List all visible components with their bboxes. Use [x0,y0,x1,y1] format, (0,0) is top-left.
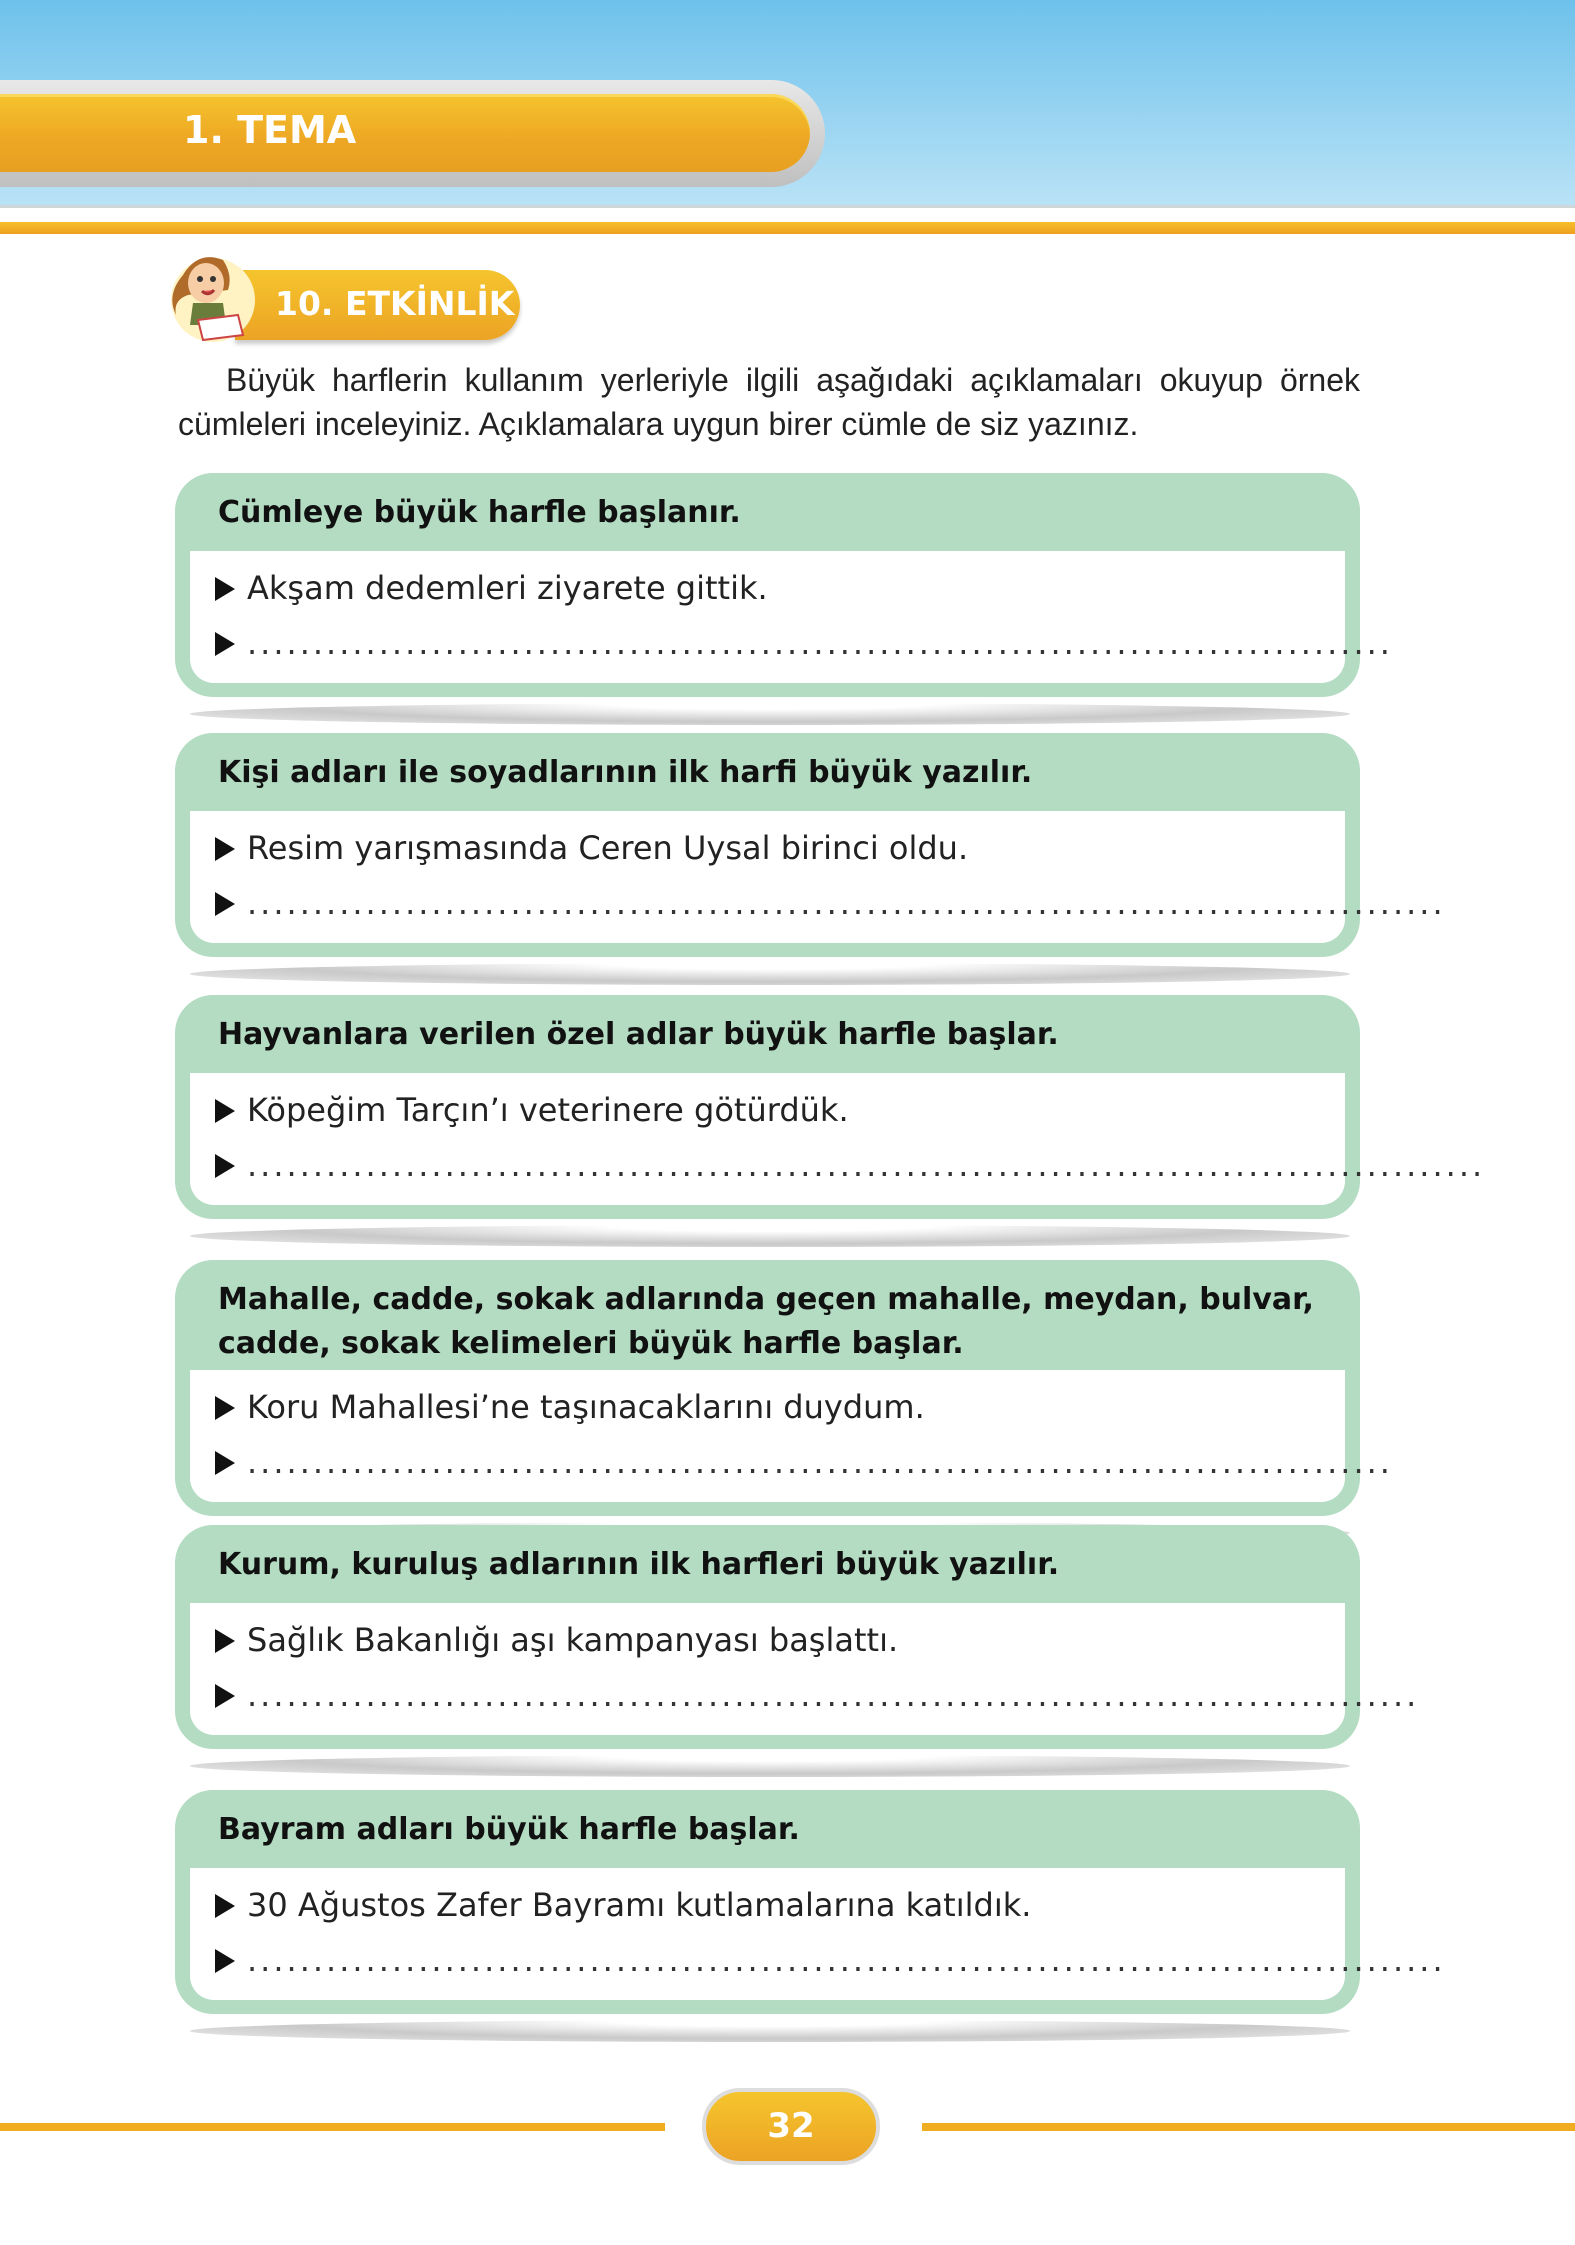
example-area [190,1868,1446,2000]
footer-line-left [0,2123,665,2131]
example-area [190,1603,1420,1735]
arrow-bullet-icon [215,1154,235,1178]
rule-text: Cümleye büyük harfle başlanır. [218,495,741,530]
card-shadow [190,963,1350,985]
answer-blank[interactable]: .............................................................................................. [247,1146,1486,1184]
example-sentence: Sağlık Bakanlığı aşı kampanyası başlattı. [247,1621,899,1659]
arrow-bullet-icon [215,892,235,916]
example-sentence: Resim yarışmasında Ceren Uysal birinci oldu. [247,829,969,867]
example-area [190,1370,1393,1502]
example-line [215,561,1320,616]
arrow-bullet-icon [215,1684,235,1708]
answer-blank[interactable]: ........................................................................................... [247,1941,1446,1979]
header-divider [0,222,1575,234]
rule-text: Kişi adları ile soyadlarının ilk harfi büyük yazılır. [218,755,1033,790]
example-line [215,1380,1320,1435]
arrow-bullet-icon [215,1396,235,1420]
rule-text: Bayram adları büyük harfle başlar. [218,1812,800,1847]
arrow-bullet-icon [215,577,235,601]
answer-blank[interactable]: ....................................................................................... [247,1443,1393,1481]
rule-text: Kurum, kuruluş adlarının ilk harfleri büyük yazılır. [218,1547,1060,1582]
rule-text: Hayvanlara verilen özel adlar büyük harfle başlar. [218,1017,1059,1052]
instructions: Büyük harflerin kullanım yerleriyle ilgili aşağıdaki açıklamaları okuyup örnek cümleleri inceleyiniz. Açıklamalara uygun birer cümle de siz yazınız. [178,362,1360,442]
example-line [215,1878,1320,1933]
footer-line-right [922,2123,1575,2131]
answer-line[interactable] [215,876,1446,931]
activity-title: 10. ETKİNLİK [275,284,515,323]
theme-pill [0,94,810,172]
example-line [215,821,1320,876]
rule-card [175,1790,1446,2014]
example-sentence: Akşam dedemleri ziyarete gittik. [247,569,768,607]
card-shadow [190,1225,1350,1247]
arrow-bullet-icon [215,1949,235,1973]
example-sentence: Köpeğim Tarçın’ı veterinere götürdük. [247,1091,849,1129]
card-shadow [190,2020,1350,2042]
answer-blank[interactable]: ......................................................................................... [247,1676,1420,1714]
rule-card [175,473,1393,697]
example-area [190,551,1393,683]
theme-title: 1. TEMA [183,108,357,152]
answer-line[interactable] [215,1435,1393,1490]
rule-card [175,995,1486,1219]
example-area [190,1073,1486,1205]
answer-blank[interactable]: ........................................................................................... [247,884,1446,922]
example-sentence: 30 Ağustos Zafer Bayramı kutlamalarına katıldık. [247,1886,1032,1924]
example-line [215,1613,1320,1668]
answer-blank[interactable]: ....................................................................................... [247,624,1393,662]
answer-line[interactable] [215,1138,1486,1193]
example-sentence: Koru Mahallesi’ne taşınacaklarını duydum. [247,1388,925,1426]
rule-card [175,733,1446,957]
activity-pill [235,270,520,340]
arrow-bullet-icon [215,837,235,861]
example-area [190,811,1446,943]
card-shadow [190,703,1350,725]
rule-text: Mahalle, cadde, sokak adlarında geçen mahalle, meydan, bulvar, cadde, sokak kelimeleri büyük harfle başlar. [218,1282,1314,1361]
arrow-bullet-icon [215,1629,235,1653]
arrow-bullet-icon [215,1099,235,1123]
rule-card [175,1260,1393,1516]
example-line [215,1083,1320,1138]
answer-line[interactable] [215,616,1393,671]
arrow-bullet-icon [215,632,235,656]
answer-line[interactable] [215,1933,1446,1988]
card-shadow [190,1755,1350,1777]
answer-line[interactable] [215,1668,1420,1723]
arrow-bullet-icon [215,1451,235,1475]
girl-writing-icon [158,245,258,345]
page-number: 32 [702,2088,880,2165]
arrow-bullet-icon [215,1894,235,1918]
rule-card [175,1525,1420,1749]
